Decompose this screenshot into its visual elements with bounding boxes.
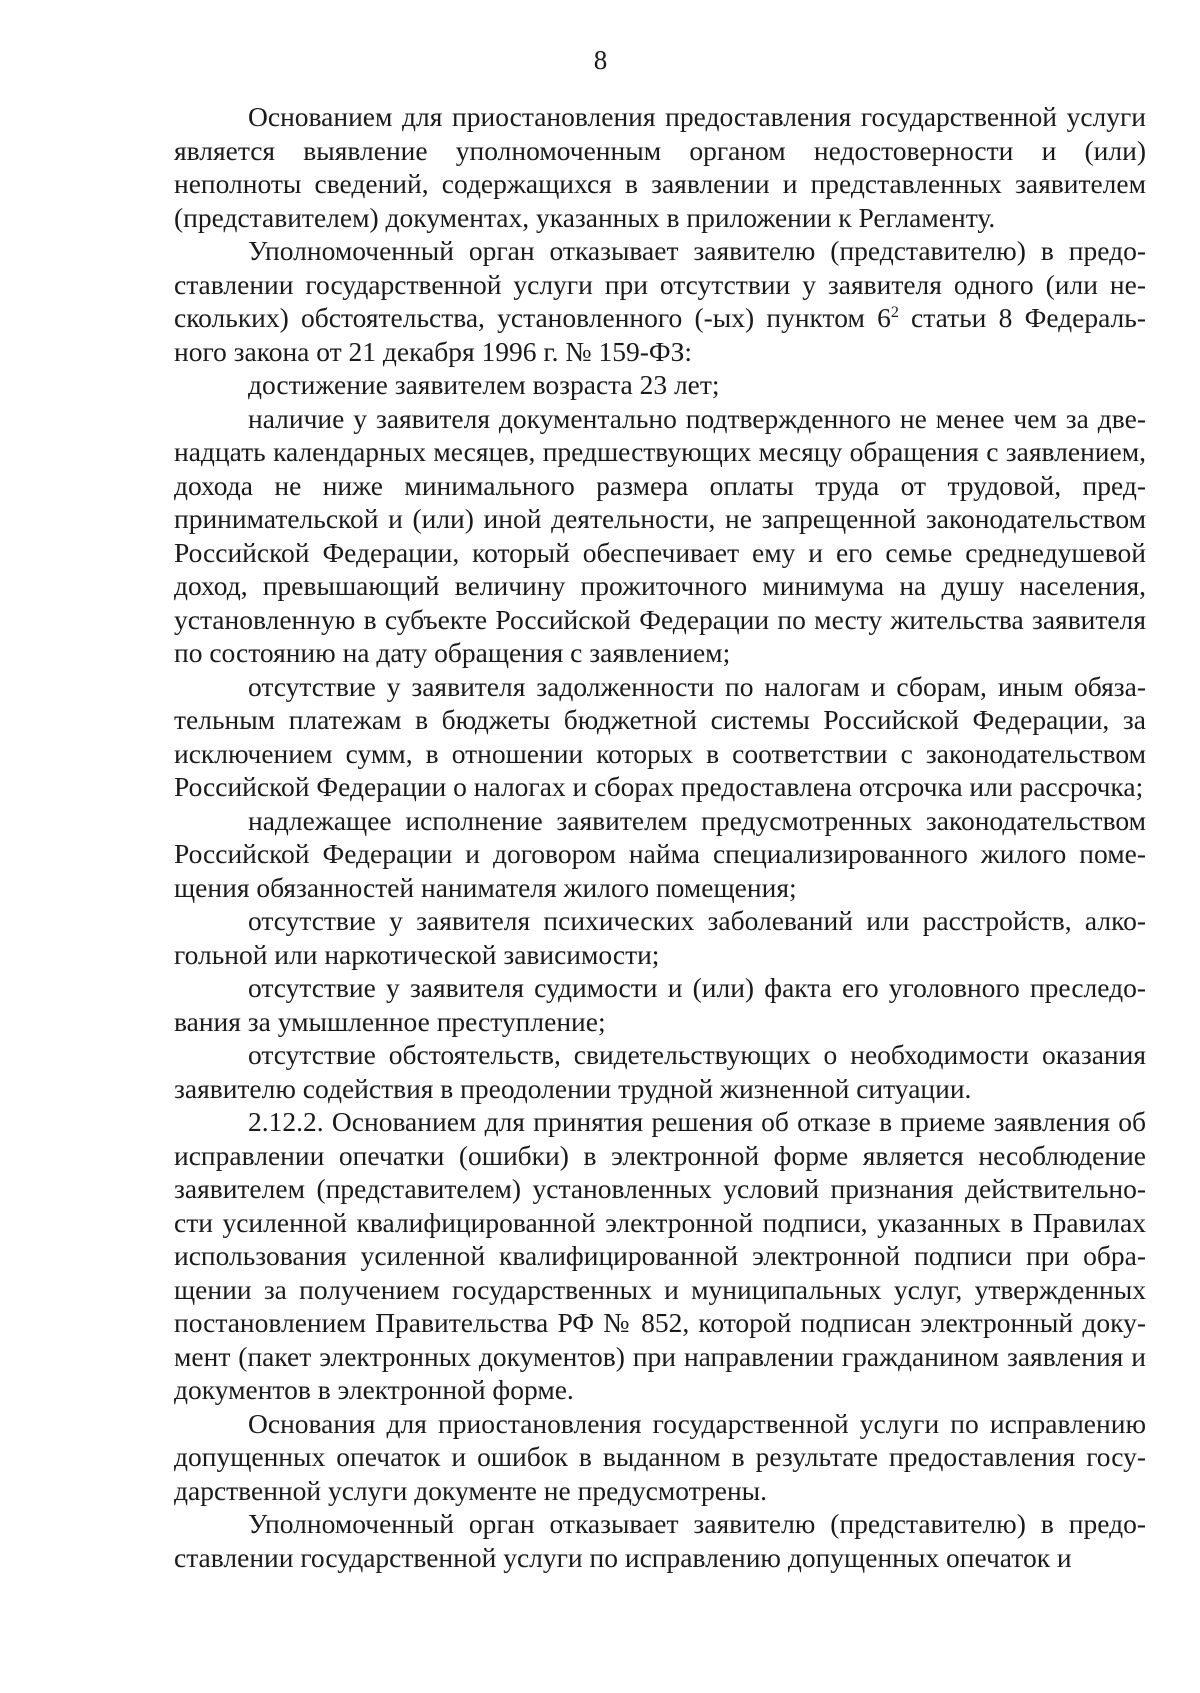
list-item-income: наличие у заявителя документально подтвержденного не менее чем за двенадцать календарных месяцев, предшествующих месяцу обращения с заявлением, дохода не ниже минимального размера оплаты труда от трудовой, предпринимательской и (или) иной деятельности, не запрещенной законодательством Российской Федерации, который обеспечивает ему и его семье среднедушевой доход, превышающий величину прожиточного минимума на душу населения, установленную в субъекте Российской Федерации по месту жительства заявителя по состоянию на дату обращения с заявлением; bbox=[174, 402, 1146, 668]
list-item-tenant-obligations: надлежащее исполнение заявителем предусмотренных законодательством Российской Федерации и договором найма специализированного жилого помещения обязанностей нанимателя жилого помещения; bbox=[174, 804, 1146, 903]
page-number: 8 bbox=[593, 45, 608, 75]
paragraph-correction-refusal: Уполномоченный орган отказывает заявителю (представителю) в предоставлении государственной услуги по исправлению допущенных опечаток и bbox=[174, 1508, 1146, 1573]
list-item-mental-health: отсутствие у заявителя психических заболеваний или расстройств, алкогольной или наркотической зависимости; bbox=[174, 905, 1146, 970]
list-item-age: достижение заявителем возраста 23 лет; bbox=[248, 369, 720, 400]
paragraph-2-12-2: 2.12.2. Основанием для принятия решения об отказе в приеме заявления об исправлении опечатки (ошибки) в электронной форме является несоблюдение заявителем (представителем) установленных условий признания действительности усиленной квалифицированной электронной подписи, указанных в Правилах использования усиленной квалифицированной электронной подписи при обращении за получением государственных и муниципальных услуг, утвержденных постановлением Правительства РФ № 852, которой подписан электронный документ (пакет электронных документов) при направлении гражданином заявления и документов в электронной форме. bbox=[174, 1106, 1146, 1405]
paragraph-correction-suspension: Основания для приостановления государственной услуги по исправлению допущенных опечаток и ошибок в выданном в результате предоставления государственной услуги документе не предусмотрены. bbox=[174, 1407, 1146, 1506]
list-item-tax-debt: отсутствие у заявителя задолженности по налогам и сборам, иным обязательным платежам в бюджеты бюджетной системы Российской Федерации, за исключением сумм, в отношении которых в соответствии с законодательством Российской Федерации о налогах и сборах предоставлена отсрочка или рассрочка; bbox=[174, 670, 1146, 802]
paragraph-refusal-conditions-text: Уполномоченный орган отказывает заявителю (представителю) в предоставлении государственной услуги при отсутствии у заявителя одного (или нескольких) обстоятельства, установленного (-ых) пунктом 6 bbox=[174, 235, 1146, 333]
document-body bbox=[174, 100, 1146, 1574]
list-item-life-situation: отсутствие обстоятельств, свидетельствующих о необходимости оказания заявителю содействия в преодолении трудной жизненной ситуации. bbox=[174, 1039, 1146, 1104]
paragraph-refusal-conditions bbox=[174, 234, 1146, 368]
paragraph-refusal-conditions-tail: статьи 8 Федерального закона от 21 декабря 1996 г. № 159-ФЗ: bbox=[174, 302, 1146, 367]
paragraph-suspension-grounds: Основанием для приостановления предоставления государственной услуги является выявление уполномоченным органом недостоверности и (или) неполноты сведений, содержащихся в заявлении и представленных заявителем (представителем) документах, указанных в приложении к Регламенту. bbox=[174, 101, 1146, 233]
superscript-2: 2 bbox=[890, 304, 899, 321]
list-item-criminal-record: отсутствие у заявителя судимости и (или) факта его уголовного преследования за умышленное преступление; bbox=[174, 972, 1146, 1037]
